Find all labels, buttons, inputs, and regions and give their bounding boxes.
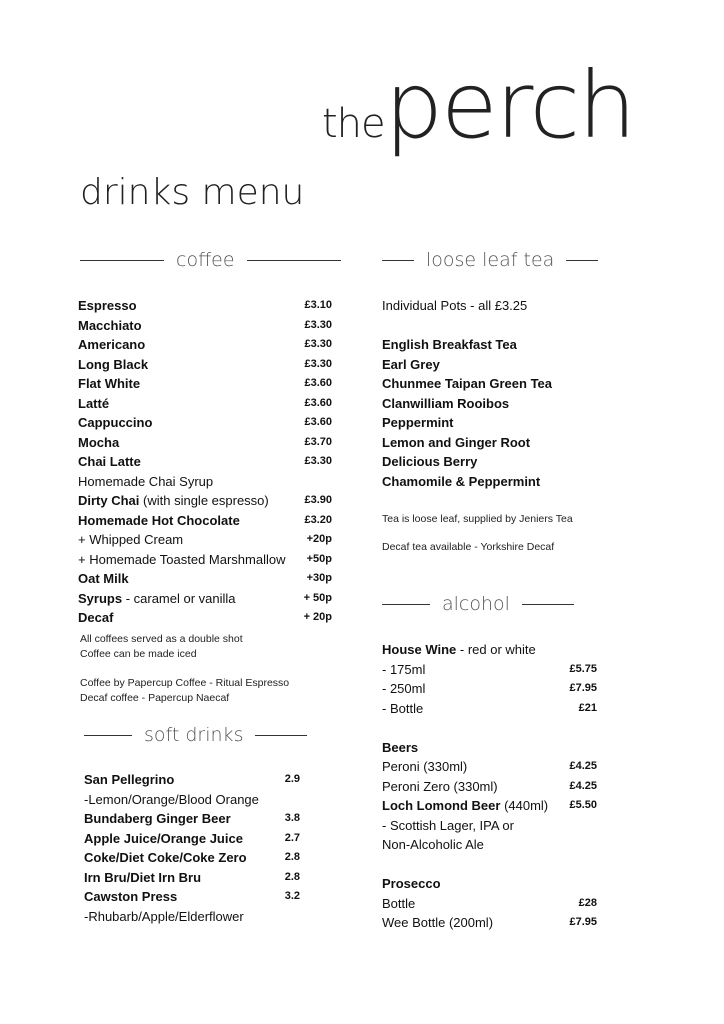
item-name: Long Black [78, 356, 149, 372]
item-name: Cawston Press [84, 889, 178, 904]
item-name-wrap [78, 374, 140, 394]
menu-item [78, 394, 332, 414]
menu-item [382, 660, 597, 680]
item-price: £5.50 [569, 799, 597, 811]
menu-item [84, 907, 300, 927]
tea-name: Chunmee Taipan Green Tea [382, 376, 553, 391]
item-name-wrap [78, 569, 129, 589]
soft-drinks-list [84, 770, 300, 926]
coffee-supplier-notes [80, 676, 289, 706]
item-name: Syrups [78, 590, 123, 606]
menu-item [78, 530, 332, 550]
item-price: £7.95 [569, 682, 597, 694]
item-name-wrap [84, 770, 174, 790]
divider [522, 604, 574, 605]
item-name: Homemade Hot Chocolate [78, 512, 240, 528]
item-price: £3.30 [304, 357, 332, 370]
menu-item [78, 589, 332, 609]
tea-name: English Breakfast Tea [382, 337, 517, 352]
menu-item [382, 874, 597, 894]
alcohol-heading: alcohol [442, 593, 510, 615]
item-detail: (440ml) [500, 798, 549, 813]
item-name-wrap [84, 809, 231, 829]
item-name-wrap [78, 589, 236, 609]
soft-drinks-header [84, 724, 307, 746]
item-name: Latté [78, 395, 110, 411]
item-name: Loch Lomond Beer [382, 798, 501, 813]
item-name-wrap [382, 816, 514, 836]
item-name-wrap [382, 679, 425, 699]
item-price: £3.60 [304, 377, 332, 389]
item-detail: - caramel or vanilla [122, 590, 236, 606]
coffee-notes [80, 632, 243, 662]
menu-item [78, 374, 332, 394]
decaf-tea-note: Decaf tea available - Yorkshire Decaf [382, 541, 555, 553]
menu-item [78, 296, 332, 316]
item-name: Macchiato [78, 317, 142, 333]
menu-item [84, 829, 300, 849]
item-price: £21 [578, 701, 597, 714]
menu-item [382, 913, 597, 933]
item-name: Flat White [78, 376, 141, 391]
item-price: + 20p [303, 611, 332, 623]
item-name-wrap [84, 790, 259, 810]
item-name: San Pellegrino [84, 772, 175, 787]
menu-item [84, 809, 300, 829]
menu-item [382, 640, 597, 660]
menu-item [78, 608, 332, 628]
item-price: £7.95 [569, 916, 597, 928]
menu-item [382, 796, 597, 816]
item-name-wrap [78, 413, 152, 433]
item-price: 3.8 [284, 812, 300, 824]
item-name: + Homemade Toasted Marshmallow [78, 551, 286, 567]
item-name-wrap [78, 394, 109, 414]
item-name: House Wine [382, 642, 457, 657]
item-name: Cappuccino [78, 415, 153, 430]
item-name-wrap [78, 433, 119, 453]
item-name: Mocha [78, 434, 120, 450]
coffee-heading: coffee [176, 249, 235, 271]
note-line: Decaf coffee - Papercup Naecaf [80, 692, 230, 704]
note-line: Coffee can be made iced [80, 648, 197, 660]
item-price: £28 [578, 896, 597, 909]
item-name: Non-Alcoholic Ale [382, 837, 484, 852]
item-price: £4.25 [569, 760, 597, 772]
menu-item [78, 355, 332, 375]
tea-item [382, 394, 597, 414]
item-name-wrap [78, 530, 183, 550]
item-price: 2.8 [284, 851, 300, 863]
item-name-wrap [78, 472, 213, 492]
item-name: - Bottle [382, 700, 424, 716]
item-price: £3.30 [304, 455, 332, 467]
menu-item [84, 868, 300, 888]
item-price: £3.20 [304, 513, 332, 526]
item-name: Oat Milk [78, 571, 129, 586]
item-price: £3.30 [304, 318, 332, 331]
tea-item [382, 413, 597, 433]
tea-intro [382, 296, 597, 316]
coffee-list [78, 296, 332, 628]
item-name-wrap [382, 640, 536, 660]
item-detail: (with single espresso) [139, 493, 269, 508]
menu-item [382, 835, 597, 855]
tea-item [382, 472, 597, 492]
divider [382, 260, 414, 261]
item-name-wrap [382, 874, 441, 894]
item-name-wrap [78, 608, 113, 628]
item-name-wrap [382, 913, 493, 933]
menu-item [78, 413, 332, 433]
item-name-wrap [78, 550, 286, 570]
item-name-wrap [382, 738, 418, 758]
menu-item [84, 848, 300, 868]
item-name: Beers [382, 739, 419, 755]
item-price: £3.30 [304, 338, 332, 350]
item-name-wrap [78, 296, 137, 316]
tea-heading: loose leaf tea [426, 249, 555, 271]
tea-item [382, 374, 597, 394]
tea-note: Tea is loose leaf, supplied by Jeniers Tea [382, 513, 573, 525]
menu-item [78, 472, 332, 492]
item-name-wrap [78, 335, 145, 355]
item-name-wrap [78, 316, 142, 336]
menu-item [382, 757, 597, 777]
item-price: +30p [306, 572, 332, 584]
item-name-wrap [382, 660, 425, 680]
tea-item [382, 335, 597, 355]
item-name-wrap [78, 355, 148, 375]
item-name: - Scottish Lager, IPA or [382, 817, 514, 833]
item-name-wrap [78, 511, 240, 531]
item-price: £5.75 [569, 662, 597, 675]
item-name: Espresso [78, 298, 137, 313]
item-name: -Rhubarb/Apple/Elderflower [84, 908, 244, 924]
alcohol-header [382, 593, 574, 615]
item-price: 2.8 [284, 870, 300, 883]
divider [382, 604, 430, 605]
menu-item [84, 770, 300, 790]
item-price: £3.90 [304, 494, 332, 506]
tea-item [382, 433, 597, 453]
tea-name: Peppermint [382, 415, 454, 430]
item-name-wrap [382, 894, 415, 914]
menu-item [382, 738, 597, 758]
tea-item [382, 355, 597, 375]
note-line: Coffee by Papercup Coffee - Ritual Espresso [80, 677, 290, 689]
alcohol-list [382, 640, 597, 933]
item-name-wrap [78, 491, 269, 511]
logo-the: the [322, 101, 385, 147]
item-name: Irn Bru/Diet Irn Bru [84, 869, 202, 885]
tea-header [382, 249, 598, 271]
divider [80, 260, 164, 261]
menu-item [78, 550, 332, 570]
logo [322, 52, 634, 159]
item-name-wrap [84, 907, 244, 927]
menu-item [78, 491, 332, 511]
item-name-wrap [84, 848, 247, 868]
tea-name: Delicious Berry [382, 454, 478, 469]
item-name: Homemade Chai Syrup [78, 473, 214, 489]
item-name-wrap [78, 452, 141, 472]
menu-item [84, 790, 300, 810]
menu-item [78, 433, 332, 453]
item-detail: - red or white [456, 642, 536, 657]
item-price: £3.70 [304, 435, 332, 448]
item-name-wrap [382, 796, 548, 816]
item-name: Americano [78, 337, 146, 352]
item-name: -Lemon/Orange/Blood Orange [84, 791, 259, 807]
item-price: £3.60 [304, 396, 332, 409]
menu-item [78, 335, 332, 355]
item-name: - 250ml [382, 681, 426, 696]
item-price: + 50p [303, 591, 332, 604]
tea-name: Earl Grey [382, 356, 440, 372]
menu-item [78, 511, 332, 531]
item-price: +50p [306, 552, 332, 565]
item-name-wrap [382, 835, 484, 855]
item-name-wrap [84, 887, 177, 907]
menu-item [382, 894, 597, 914]
page-title: drinks menu [80, 172, 305, 213]
item-price: 2.9 [284, 773, 300, 785]
item-name: Chai Latte [78, 454, 141, 469]
item-price: 3.2 [284, 890, 300, 902]
item-name: Bottle [382, 895, 416, 911]
menu-item [78, 569, 332, 589]
item-name: Apple Juice/Orange Juice [84, 830, 243, 846]
tea-item [382, 452, 597, 472]
item-price: £3.10 [304, 299, 332, 311]
tea-name: Chamomile & Peppermint [382, 473, 541, 489]
divider [247, 260, 341, 261]
note-line: All coffees served as a double shot [80, 633, 243, 645]
item-name: Dirty Chai [78, 493, 140, 508]
menu-item [382, 777, 597, 797]
tea-name: Clanwilliam Rooibos [382, 395, 510, 411]
menu-item [382, 816, 597, 836]
item-name: Bundaberg Ginger Beer [84, 811, 231, 826]
menu-item [78, 316, 332, 336]
item-name: Peroni Zero (330ml) [382, 778, 498, 794]
menu-item [382, 679, 597, 699]
item-name: + Whipped Cream [78, 532, 184, 547]
divider [255, 735, 307, 736]
item-price: 2.7 [284, 831, 300, 844]
item-name-wrap [382, 757, 467, 777]
soft-drinks-heading: soft drinks [144, 724, 244, 746]
menu-item [382, 699, 597, 719]
item-name-wrap [382, 777, 498, 797]
menu-item [84, 887, 300, 907]
tea-intro-text: Individual Pots - all £3.25 [382, 298, 528, 313]
item-name: Prosecco [382, 876, 441, 891]
divider [566, 260, 598, 261]
item-name: Wee Bottle (200ml) [382, 915, 494, 930]
divider [84, 735, 132, 736]
item-name: Decaf [78, 610, 114, 625]
item-price: £4.25 [569, 779, 597, 792]
logo-perch: perch [384, 52, 635, 159]
item-name: - 175ml [382, 661, 426, 677]
menu-item [78, 452, 332, 472]
item-price: +20p [306, 533, 332, 545]
item-name-wrap [382, 699, 423, 719]
item-price: £3.60 [304, 416, 332, 428]
item-name: Peroni (330ml) [382, 759, 468, 774]
coffee-header [80, 249, 341, 271]
item-name-wrap [84, 868, 201, 888]
tea-name: Lemon and Ginger Root [382, 434, 531, 450]
item-name: Coke/Diet Coke/Coke Zero [84, 850, 247, 865]
item-name-wrap [84, 829, 243, 849]
tea-list [382, 296, 597, 491]
